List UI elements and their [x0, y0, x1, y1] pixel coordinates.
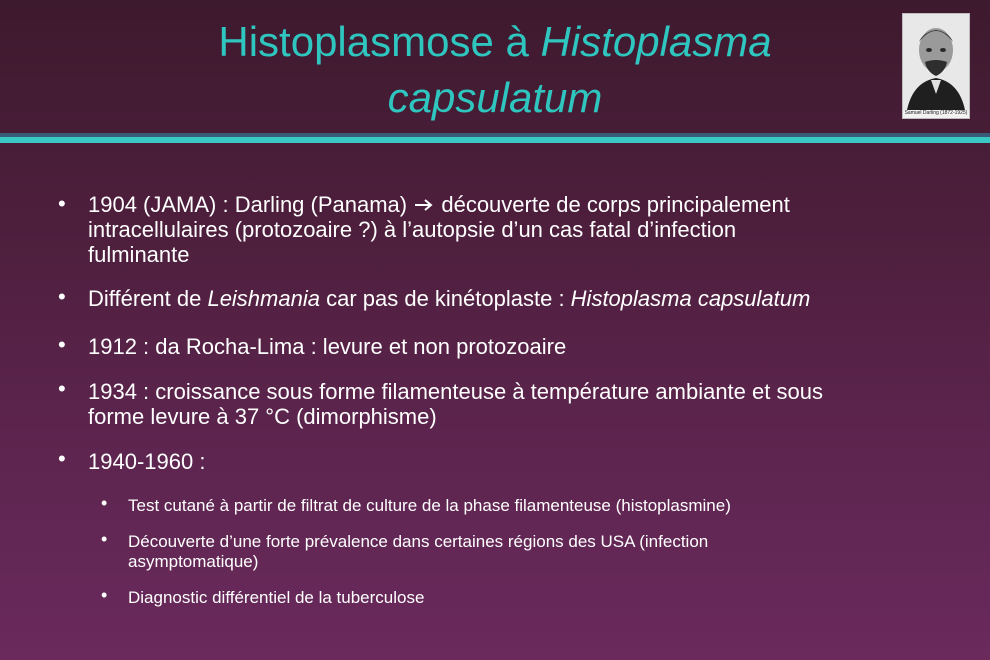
right-arrow-icon [413, 197, 435, 213]
sub-bullet-dot: • [101, 529, 108, 549]
bullet-2-italic-leishmania: Leishmania [207, 286, 320, 311]
bullet-1-line-3: fulminante [88, 242, 190, 267]
bullet-4-line-2: forme levure à 37 °C (dimorphisme) [88, 404, 437, 429]
title-line-2: capsulatum [387, 74, 603, 121]
bullet-dot: • [58, 446, 66, 471]
bullet-dot: • [58, 332, 66, 357]
bullet-5: 1940-1960 : [88, 449, 206, 474]
sub-bullet-dot: • [101, 493, 108, 513]
portrait-caption: Samuel Darling (1872-1925) [904, 110, 968, 116]
bullet-dot: • [58, 191, 66, 216]
title-text: Histoplasmose à [218, 18, 541, 65]
bullet-dot: • [58, 284, 66, 309]
sub-bullet-2-line-2: asymptomatique) [128, 552, 259, 571]
sub-bullet-1: Test cutané à partir de filtrat de culture de la phase filamenteuse (histoplasmine) [128, 496, 731, 515]
bullet-1-text-a: 1904 (JAMA) : Darling (Panama) [88, 192, 414, 217]
bullet-2-italic-histoplasma: Histoplasma capsulatum [570, 286, 811, 311]
title-italic-genus: Histoplasma [540, 18, 772, 65]
bullet-2 [88, 286, 810, 311]
portrait-photo [903, 14, 969, 110]
bullet-1 [88, 192, 790, 267]
bullet-dot: • [58, 376, 66, 401]
slide-title [0, 14, 990, 126]
bullet-2-text-a: Différent de [88, 286, 208, 311]
bullet-3: 1912 : da Rocha-Lima : levure et non protozoaire [88, 334, 567, 359]
sub-bullet-dot: • [101, 585, 108, 605]
bullet-1-line-1 [88, 192, 790, 217]
sub-bullet-2 [128, 532, 708, 572]
bullet-2-text-b: car pas de kinétoplaste : [319, 286, 571, 311]
sub-bullet-2-line-1: Découverte d’une forte prévalence dans certaines régions des USA (infection [128, 532, 709, 551]
bullet-4 [88, 379, 823, 429]
portrait-image [902, 13, 970, 119]
bullet-1-text-b: découverte de corps principalement [435, 192, 790, 217]
title-line-1 [0, 14, 990, 70]
bullet-4-line-1: 1934 : croissance sous forme filamenteuse à température ambiante et sous [88, 379, 823, 404]
sub-bullet-3: Diagnostic différentiel de la tuberculose [128, 588, 425, 607]
bullet-1-line-2: intracellulaires (protozoaire ?) à l’autopsie d’un cas fatal d’infection [88, 217, 737, 242]
title-rule-light [0, 137, 990, 143]
